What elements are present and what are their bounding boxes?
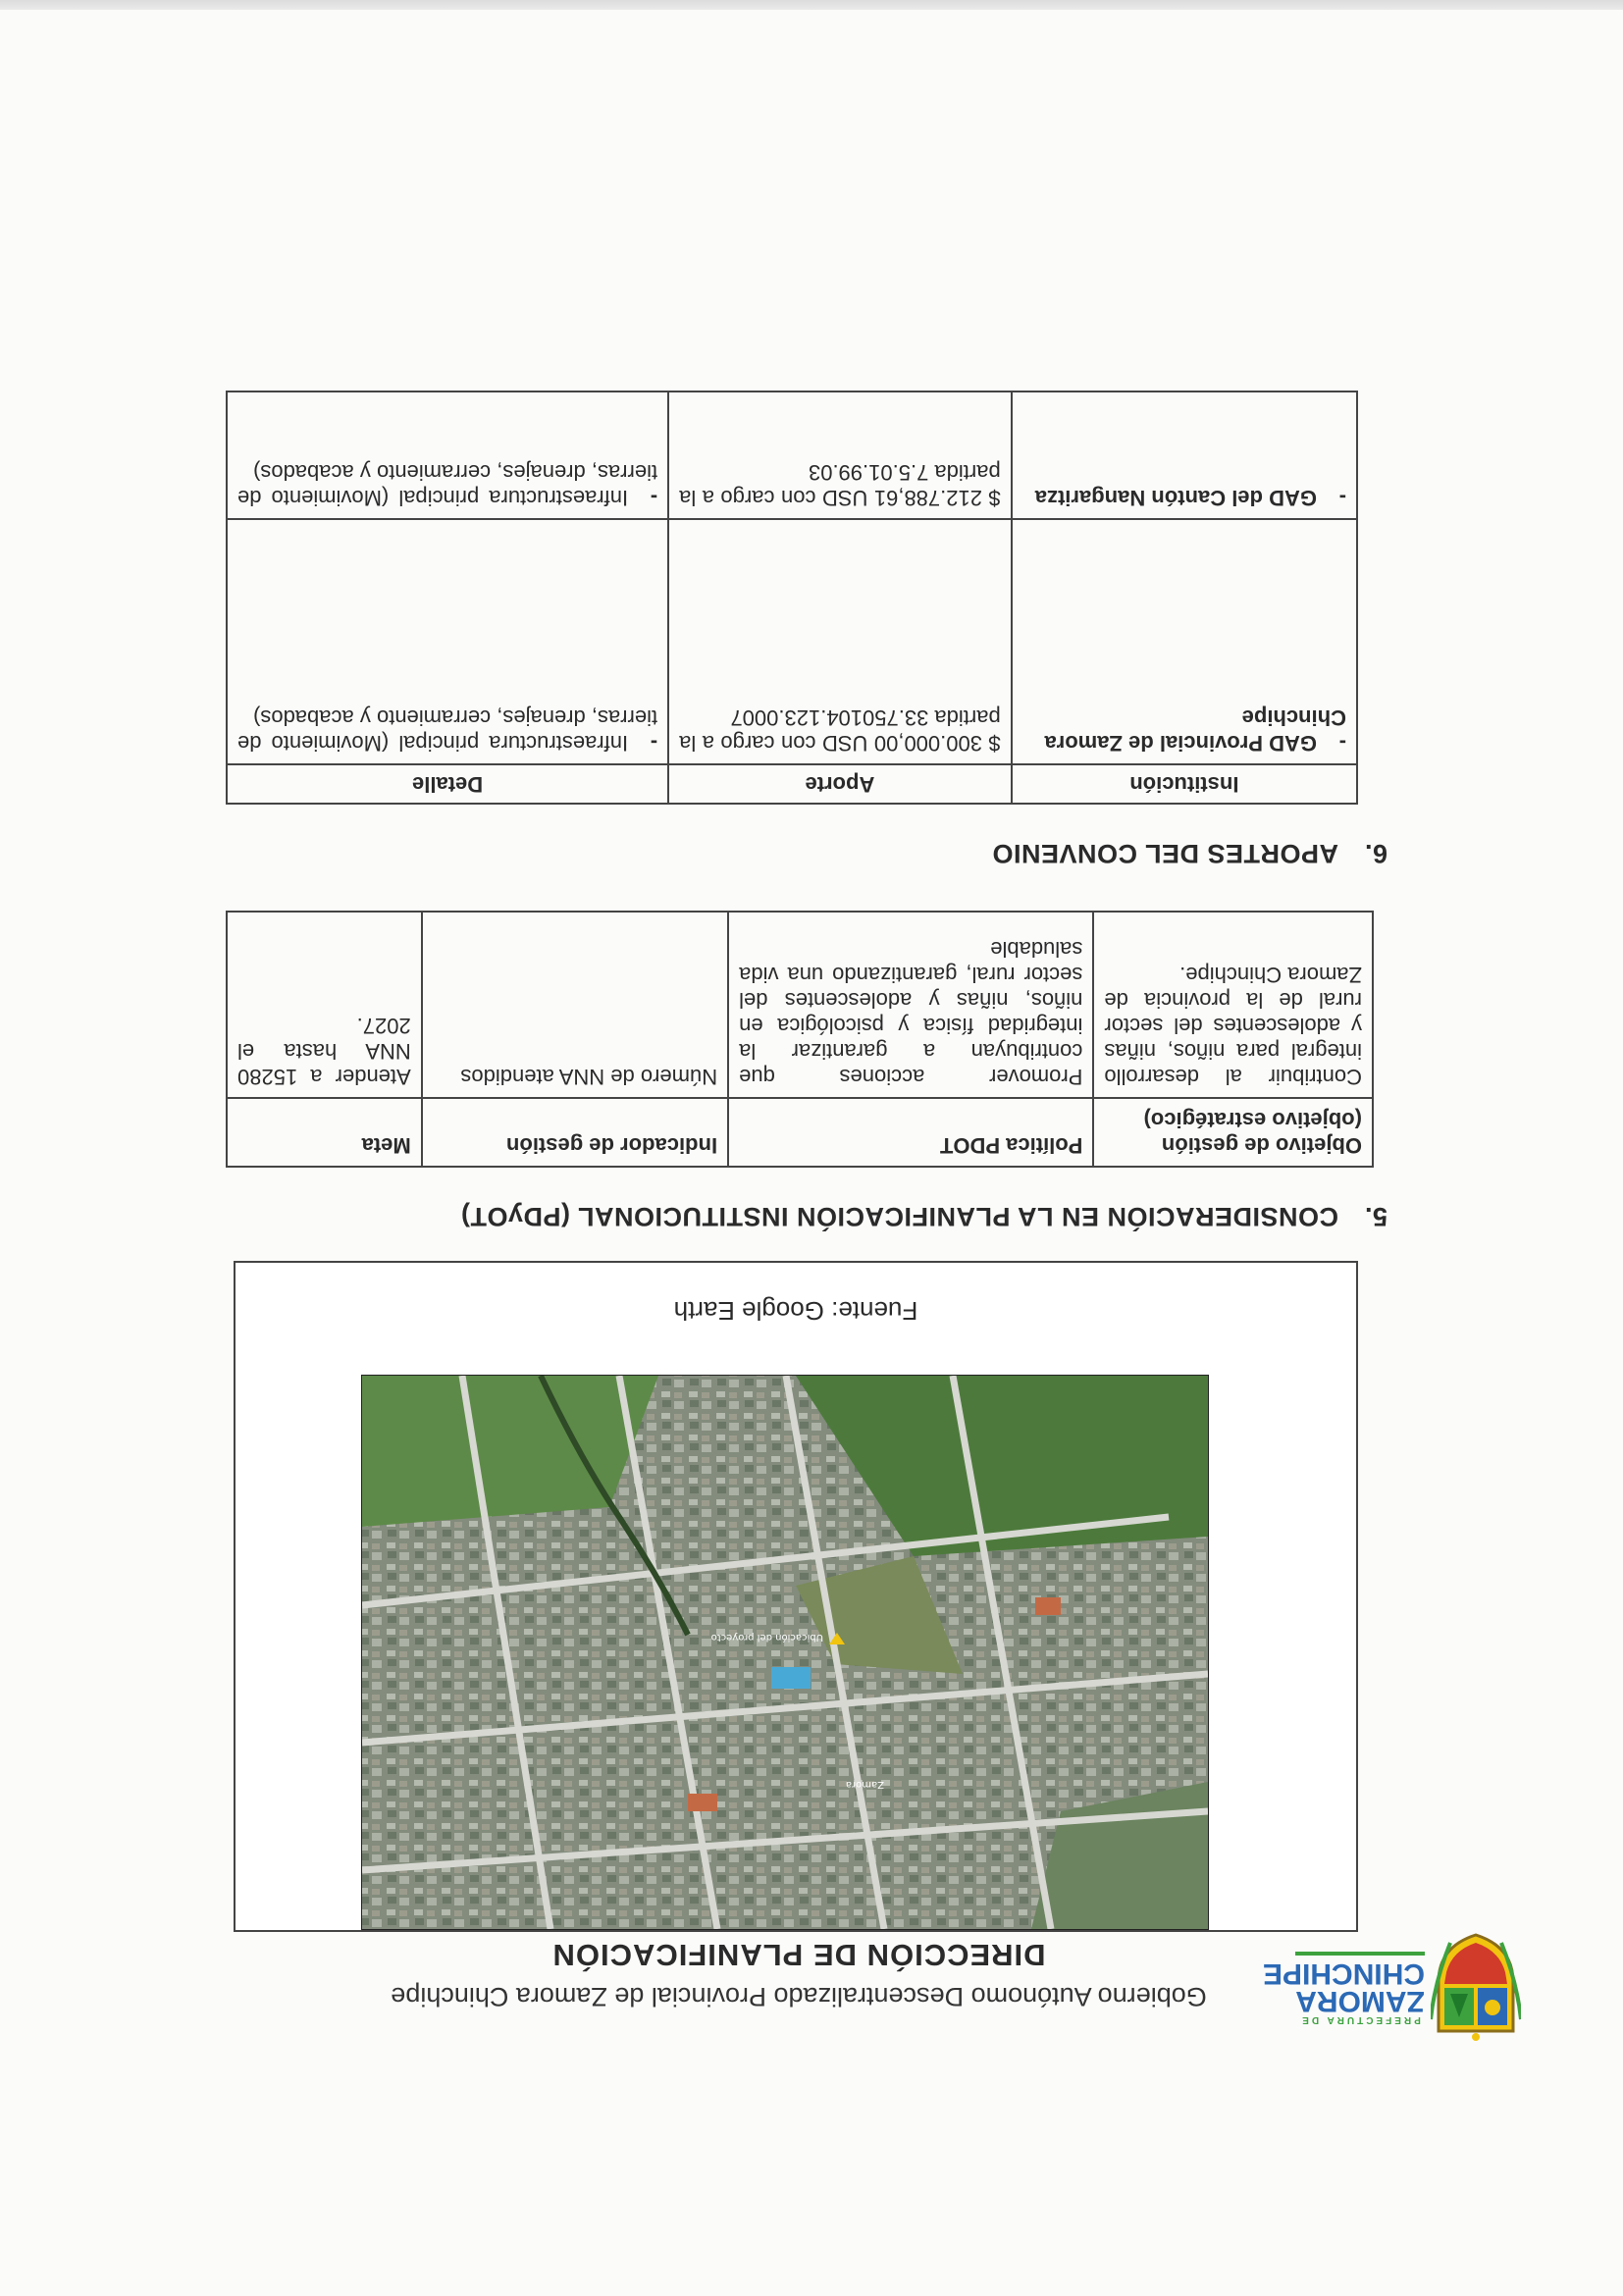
logo-name-line1: ZAMORA [1295,1985,1425,2017]
coat-of-arms-icon [1431,1931,1521,2041]
map-frame [234,1261,1358,1932]
header-indicator: Indicador de gestión [422,1098,728,1167]
bullet-dash: - [1338,486,1346,510]
detail-cell [227,391,668,519]
scan-edge [0,0,1623,10]
table-row [227,519,1357,764]
map-pin-label: Ubicación del proyecto [710,1632,823,1643]
institution-cell [1012,391,1357,519]
table-row [227,391,1357,519]
contributions-table [226,391,1358,805]
satellite-map-icon [361,1375,1209,1930]
policy-cell: Promover acciones que contribuyan a garantizar la integridad física y psicológica en niños, niñas y adolescentes del sector rural, garantizando una vida saludable [728,912,1093,1098]
section-6-title: APORTES DEL CONVENIO [991,839,1338,868]
logo-name-line2: CHINCHIPE [1262,1957,1425,1990]
bullet-dash: - [1338,731,1346,756]
indicator-cell: Número de NNA atendidos [422,912,728,1098]
header-goal: Meta [227,1098,422,1167]
logo-underline [1295,1952,1425,1956]
map-street-label: Zamora [845,1779,884,1790]
section-6-number: 6. [1364,839,1387,868]
section-5-title: CONSIDERACIÓN EN LA PLANIFICACIÓN INSTITUCIONAL (PDyOT) [460,1202,1338,1231]
table-row [227,912,1373,1098]
header-institution: Institución [1012,764,1357,804]
institution-name: GAD Provincial de Zamora Chinchipe [1044,705,1346,756]
header-contribution: Aporte [668,764,1012,804]
contributions-table-header [227,764,1357,804]
planning-table [226,911,1374,1168]
direction-title: DIRECCIÓN DE PLANIFICACIÓN [551,1938,1046,1972]
bullet-dash: - [650,731,658,756]
planning-table-header [227,1098,1373,1167]
detail-text: Infraestructura principal (Movimiento de tierras, drenajes, cerramiento y acabados) [237,460,658,510]
header-objective: Objetivo de gestión (objetivo estratégico) [1093,1098,1373,1167]
section-5-heading [460,1201,1387,1231]
section-6-heading [992,838,1387,868]
section-5-number: 5. [1364,1202,1387,1231]
logo-wordmark [1262,1952,1425,2025]
header-policy: Política PDOT [728,1098,1093,1167]
goal-cell: Atender a 15280 NNA hasta el 2027. [227,912,422,1098]
institution-name: GAD del Cantón Nangaritza [1034,486,1317,510]
map-source-caption: Fuente: Google Earth [673,1296,918,1326]
contribution-cell: $ 212.788,61 USD con cargo a la partida 7.5.01.99.03 [668,391,1012,519]
objective-cell: Contribuir al desarrollo integral para niños, niñas y adolescentes del sector rural de la provincia de Zamora Chinchipe. [1093,912,1373,1098]
contribution-cell: $ 300.000,00 USD con cargo a la partida 33.750104.123.0007 [668,519,1012,764]
detail-cell [227,519,668,764]
institution-cell [1012,519,1357,764]
logo-tagline: PREFECTURA DE [1299,2014,1421,2025]
detail-text: Infraestructura principal (Movimiento de tierras, drenajes, cerramiento y acabados) [237,705,658,756]
header-detail: Detalle [227,764,668,804]
organization-name: Gobierno Autónomo Descentralizado Provincial de Zamora Chinchipe [391,1982,1207,2011]
bullet-dash: - [650,486,658,510]
